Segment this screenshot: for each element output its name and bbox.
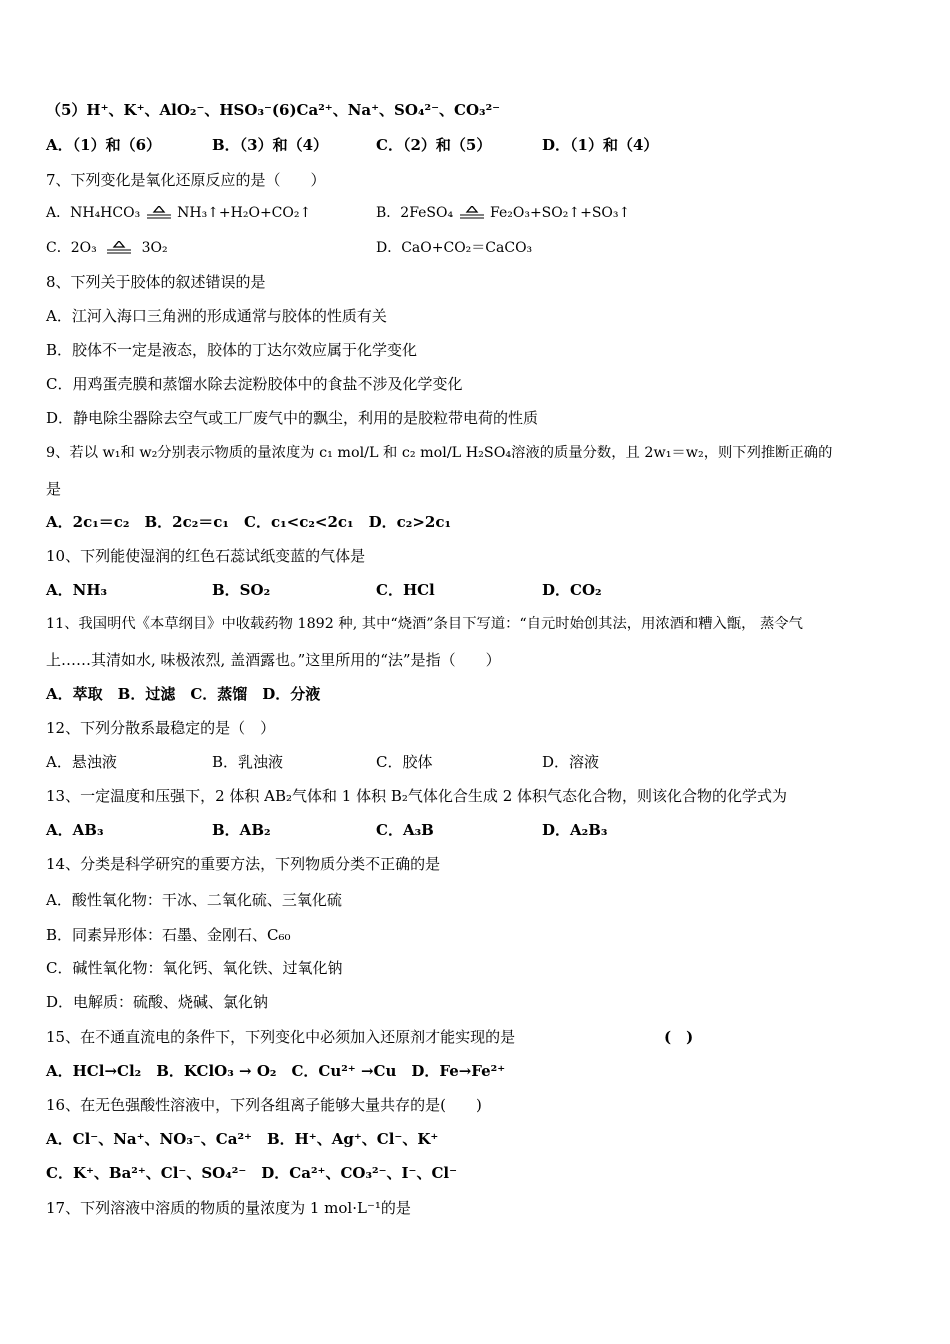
q13-option-a[interactable]: A．AB₃ — [46, 821, 104, 839]
q7-options-ab — [0, 203, 900, 223]
q12-option-b[interactable]: B．乳浊液 — [212, 753, 284, 771]
q6-option-d[interactable]: D．（1）和（4） — [542, 136, 659, 154]
q9-stem: 9、若以 w₁和 w₂分别表示物质的量浓度为 c₁ mol/L 和 c₂ mol/L H₂SO₄溶液的质量分数，且 2w₁＝w₂，则下列推断正确的 — [46, 445, 833, 461]
q7b-products: Fe₂O₃+SO₂↑+SO₃↑ — [490, 205, 631, 221]
q15-stem: 15、在不通直流电的条件下，下列变化中必须加入还原剂才能实现的是 — [46, 1028, 516, 1046]
q15-options[interactable]: A．HCl→Cl₂ B．KClO₃ → O₂ C．Cu²⁺ →Cu D．Fe→Fe²⁺ — [46, 1062, 506, 1080]
q7c-products: 3O₂ — [141, 240, 168, 256]
q7-option-d[interactable]: D．CaO+CO₂＝CaCO₃ — [376, 240, 533, 256]
q7a-reactant: A．NH₄HCO₃ — [46, 205, 141, 221]
q17-stem: 17、下列溶液中溶质的物质的量浓度为 1 mol·L⁻¹的是 — [46, 1199, 411, 1217]
q7-options-cd — [0, 238, 900, 258]
q8-option-c[interactable]: C．用鸡蛋壳膜和蒸馏水除去淀粉胶体中的食盐不涉及化学变化 — [46, 375, 463, 393]
heat-arrow-icon — [105, 241, 133, 255]
q6-option-b[interactable]: B．（3）和（4） — [212, 136, 329, 154]
q11-options[interactable]: A．萃取 B．过滤 C．蒸馏 D．分液 — [46, 685, 321, 703]
q16-options-ab[interactable]: A．Cl⁻、Na⁺、NO₃⁻、Ca²⁺ B．H⁺、Ag⁺、Cl⁻、K⁺ — [46, 1130, 439, 1148]
q8-option-d[interactable]: D．静电除尘器除去空气或工厂废气中的飘尘，利用的是胶粒带电荷的性质 — [46, 409, 539, 427]
q14-option-c[interactable]: C．碱性氧化物：氧化钙、氧化铁、过氧化钠 — [46, 959, 343, 977]
q7-stem: 7、下列变化是氧化还原反应的是（ ） — [46, 171, 326, 189]
q10-options — [0, 580, 900, 600]
q13-option-b[interactable]: B．AB₂ — [212, 821, 271, 839]
q8-option-a[interactable]: A．江河入海口三角洲的形成通常与胶体的性质有关 — [46, 307, 387, 325]
q11-stem-cont: 上……其清如水, 味极浓烈, 盖酒露也。”这里所用的“法”是指（ ） — [46, 651, 501, 669]
q7a-products: NH₃↑+H₂O+CO₂↑ — [177, 205, 312, 221]
q6-option-c[interactable]: C．（2）和（5） — [376, 136, 492, 154]
q12-option-c[interactable]: C．胶体 — [376, 753, 433, 771]
q6-options — [0, 135, 900, 155]
heat-arrow-icon — [145, 206, 173, 220]
q11-stem: 11、我国明代《本草纲目》中收载药物 1892 种, 其中“烧酒”条目下写道：“自元时始创其法，用浓酒和糟入甑， 蒸令气 — [46, 616, 803, 632]
q14-option-a[interactable]: A．酸性氧化物：干冰、二氧化硫、三氧化硫 — [46, 891, 342, 909]
q13-options — [0, 820, 900, 840]
q7c-reactant: C．2O₃ — [46, 240, 97, 256]
heat-arrow-icon — [458, 206, 486, 220]
q7-option-c[interactable] — [46, 238, 168, 258]
q10-stem: 10、下列能使湿润的红色石蕊试纸变蓝的气体是 — [46, 547, 366, 565]
q7b-reactant: B．2FeSO₄ — [376, 205, 454, 221]
q8-option-b[interactable]: B．胶体不一定是液态，胶体的丁达尔效应属于化学变化 — [46, 341, 418, 359]
q10-option-a[interactable]: A．NH₃ — [46, 581, 108, 599]
q9-options[interactable]: A．2c₁＝c₂ B．2c₂＝c₁ C．c₁<c₂<2c₁ D．c₂>2c₁ — [46, 513, 452, 531]
q12-stem: 12、下列分散系最稳定的是（ ） — [46, 719, 276, 737]
ion-group-5-6: （5）H⁺、K⁺、AlO₂⁻、HSO₃⁻(6)Ca²⁺、Na⁺、SO₄²⁻、CO₃²⁻ — [46, 101, 501, 119]
q14-stem: 14、分类是科学研究的重要方法，下列物质分类不正确的是 — [46, 855, 441, 873]
q10-option-b[interactable]: B．SO₂ — [212, 581, 271, 599]
q9-stem-cont: 是 — [46, 480, 62, 498]
q13-option-d[interactable]: D．A₂B₃ — [542, 821, 608, 839]
q8-stem: 8、下列关于胶体的叙述错误的是 — [46, 273, 266, 291]
q14-option-b[interactable]: B．同素异形体：石墨、金刚石、C₆₀ — [46, 926, 291, 944]
q12-options — [0, 752, 900, 772]
q13-option-c[interactable]: C．A₃B — [376, 821, 434, 839]
q6-option-a[interactable]: A．（1）和（6） — [46, 136, 162, 154]
q14-option-d[interactable]: D．电解质：硫酸、烧碱、氯化钠 — [46, 993, 269, 1011]
q12-option-a[interactable]: A．悬浊液 — [46, 753, 117, 771]
q15-answer-paren: ( ) — [664, 1028, 694, 1046]
q10-option-c[interactable]: C．HCl — [376, 581, 435, 599]
q12-option-d[interactable]: D．溶液 — [542, 753, 600, 771]
q16-stem: 16、在无色强酸性溶液中，下列各组离子能够大量共存的是( ) — [46, 1096, 482, 1114]
q10-option-d[interactable]: D．CO₂ — [542, 581, 602, 599]
q16-options-cd[interactable]: C．K⁺、Ba²⁺、Cl⁻、SO₄²⁻ D．Ca²⁺、CO₃²⁻、I⁻、Cl⁻ — [46, 1164, 457, 1182]
q7-option-b[interactable] — [376, 203, 630, 223]
q13-stem: 13、一定温度和压强下，2 体积 AB₂气体和 1 体积 B₂气体化合生成 2 体积气态化合物，则该化合物的化学式为 — [46, 787, 788, 805]
q7-option-a[interactable] — [46, 203, 311, 223]
